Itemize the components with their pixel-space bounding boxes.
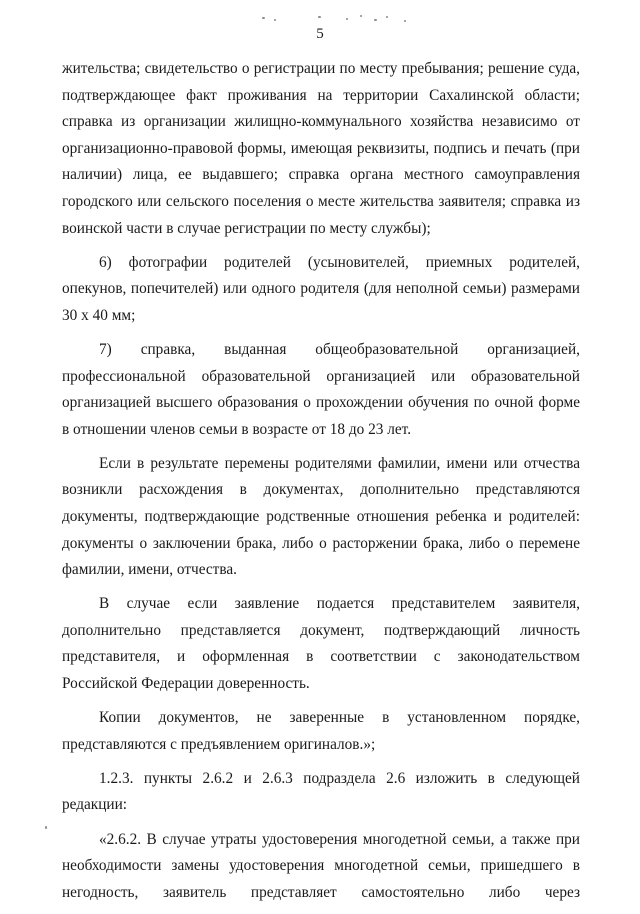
- paragraph-item-7-study-certificate: 7) справка, выданная общеобразовательной организацией, профессиональной образовательной организацией или образовательной организацией высшего образования о прохождении обучения по очной форме в отношении членов семьи в возрасте от 18 до 23 лет.: [62, 340, 580, 438]
- document-body: [62, 56, 580, 914]
- paragraph-name-change: Если в результате перемены родителями фамилии, имени или отчества возникли расхождения в документах, дополнительно представляются документы, подтверждающие родственные отношения ребенка и родителей: документы о заключении брака, либо о расторжении брака, либо о перемене фамилии, имени, отчества.: [62, 454, 580, 579]
- page-number: 5: [316, 26, 324, 42]
- scan-artifact: [386, 16, 388, 18]
- scan-artifact: [262, 17, 265, 19]
- scan-artifact: [374, 19, 377, 21]
- paragraph-amendment-1-2-3: 1.2.3. пункты 2.6.2 и 2.6.3 подраздела 2.6 изложить в следующей редакции:: [62, 769, 580, 814]
- scan-artifact: [274, 19, 276, 21]
- paragraph-representative: В случае если заявление подается представителем заявителя, дополнительно представляется документ, подтверждающий личность представителя, и оформленная в соответствии с законодательством Российской Федерации доверенность.: [62, 595, 580, 693]
- paragraph-2-6-2: «2.6.2. В случае утраты удостоверения многодетной семьи, а также при необходимости замены удостоверения многодетной семьи, пришедшего в негодность, заявитель представляет самостоятельно либо через: [62, 830, 580, 901]
- scan-artifact: [318, 16, 321, 18]
- paragraph-item-6-photos: 6) фотографии родителей (усыновителей, приемных родителей, опекунов, попечителей) или одного родителя (для неполной семьи) размерами 30 х 40 мм;: [62, 253, 580, 324]
- scan-artifact: [346, 18, 348, 20]
- paragraph-residence-documents: жительства; свидетельство о регистрации по месту пребывания; решение суда, подтверждающее факт проживания на территории Сахалинской области; справка из организации жилищно-коммунального хозяйства независимо от организационно-правовой формы, имеющая реквизиты, подпись и печать (при наличии) лица, ее выдавшего; справка органа местного самоуправления городского или сельского поселения о месте жительства заявителя; справка из воинской части в случае регистрации по месту службы);: [62, 60, 580, 237]
- scan-artifact: [360, 15, 362, 17]
- paragraph-copies: Копии документов, не заверенные в установленном порядке, представляются с предъявлением оригиналов.»;: [62, 709, 580, 753]
- scan-artifact: [404, 20, 406, 22]
- scan-artifact: [45, 826, 47, 829]
